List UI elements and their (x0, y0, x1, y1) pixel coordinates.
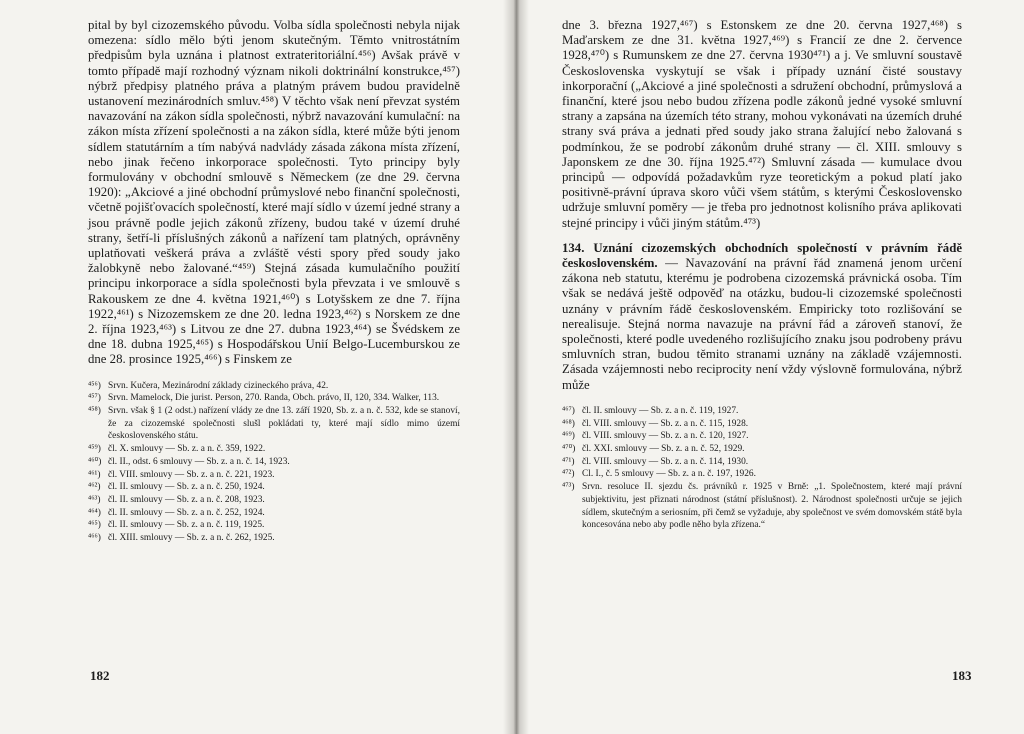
footnote (88, 519, 460, 532)
footnote (562, 405, 962, 418)
footnote-number: ⁴⁶⁹) (562, 431, 575, 442)
section-body: — Navazování na právní řád znamená jenom určení zákona neb statutu, kterému je podrobena cizozemská právnická osoba. Tím však se nedává ještě odpověď na otázku, budou-li cizozemské společnosti uznány v právním řádě československém. Empiricky toto rozlišování se nerealisuje. Stejná norma navazuje na právní řád a zároveň stanoví, že společnosti, které podle uvedeného rozlišujícího znaku jsou podrobeny právu smluvních stran, budou těmito stranami uznány na základě vzájemnosti. Zásada vzájemnosti nebo reciprocity není vždy výslovně formulována, nýbrž může (562, 256, 963, 392)
left-body (88, 18, 460, 368)
footnote (562, 468, 962, 481)
footnote-number: ⁴⁷¹) (562, 456, 575, 467)
footnote (562, 443, 962, 456)
footnote-text: čl. X. smlouvy — Sb. z. a n. č. 359, 1922. (108, 444, 266, 455)
footnote (88, 494, 460, 507)
footnote-number: ⁴⁶¹) (88, 469, 101, 480)
footnote-text: čl. II., odst. 6 smlouvy — Sb. z. a n. č. 14, 1923. (108, 456, 290, 467)
footnote (88, 443, 460, 456)
footnote-number: ⁴⁷⁰) (562, 443, 576, 454)
footnote-text: čl. II. smlouvy — Sb. z. a n. č. 119, 1925. (108, 520, 265, 531)
footnote-text: čl. XXI. smlouvy — Sb. z. a n. č. 52, 1929. (582, 443, 745, 454)
footnote-text: čl. II. smlouvy — Sb. z. a n. č. 252, 1924. (108, 507, 265, 518)
footnote-number: ⁴⁵⁷) (88, 393, 101, 404)
footnote (88, 405, 460, 443)
footnote-number: ⁴⁶⁸) (562, 418, 575, 429)
footnote-text: Srvn. však § 1 (2 odst.) nařízení vlády ze dne 13. září 1920, Sb. z. a n. č. 532, kde se stanoví, že za cizozemské společnosti slušl pokládati ty, které mají sídlo mimo území československého státu. (108, 406, 460, 442)
footnote-number: ⁴⁵⁶) (88, 380, 101, 391)
footnote-number: ⁴⁶⁷) (562, 405, 575, 416)
footnote-text: Cl. I., č. 5 smlouvy — Sb. z. a n. č. 197, 1926. (582, 469, 756, 480)
left-page-number: 182 (90, 668, 110, 683)
footnote-number: ⁴⁷²) (562, 469, 575, 480)
footnote-number: ⁴⁵⁹) (88, 444, 101, 455)
left-footnotes (88, 380, 460, 545)
footnote-text: Srvn. Kučera, Mezinárodní základy cizineckého práva, 42. (108, 380, 329, 391)
section-heading: 134. Uznání cizozemských obchodních společností v právním řádě československém. (562, 240, 962, 271)
footnote (562, 456, 962, 469)
footnote (562, 430, 962, 443)
footnote-text: čl. II. smlouvy — Sb. z. a n. č. 119, 1927. (582, 405, 739, 416)
footnote (88, 481, 460, 494)
left-text-column (88, 18, 460, 545)
footnote (88, 469, 460, 482)
right-body-paragraph-1: dne 3. března 1927,⁴⁶⁷) s Estonskem ze dne 20. června 1927,⁴⁶⁸) s Maďarskem ze dne 31. května 1927,⁴⁶⁹) s Francií ze dne 2. července 1928,⁴⁷⁰) s Rumunskem ze dne 27. června 1930⁴⁷¹) a j. Ve smluvní soustavě Československa vyskytují se však i případy uznání čisté soustavy inkorporační („Akciové a jiné společnosti a sdružení obchodní, průmyslová a finanční, které jsou nebo budou zřízena podle zákonů jedné vysoké smluvní strany a zapsána na územích této strany, mohou vykonávati na územích druhé strany svá práva a jednati před soudy jako strana žalující nebo žalovaná s podmínkou, že se podrobí zákonům druhé strany — čl. XIII. smlouvy s Japonskem ze dne 30. října 1925.⁴⁷²) Smluvní zásada — kumulace dvou principů — odpovídá požadavkům ryze teoretickým a pokud platí jako positivně-právní úprava skoro vůči všem státům, s kterými Československo udržuje smluvní poměry — je třeba pro jednotnost kolisního práva aplikovati stejné principy i vůči jiným státům.⁴⁷³) (562, 18, 962, 230)
footnote-number: ⁴⁶⁴) (88, 507, 101, 518)
footnote-number: ⁴⁷³) (562, 482, 575, 493)
left-page (0, 0, 510, 734)
footnote-text: čl. XIII. smlouvy — Sb. z. a n. č. 262, 1925. (108, 533, 275, 544)
footnote (562, 481, 962, 532)
footnote-text: Srvn. Mamelock, Die jurist. Person, 270. Randa, Obch. právo, II, 120, 334. Walker, 113. (108, 393, 440, 404)
footnote-text: čl. VIII. smlouvy — Sb. z. a n. č. 221, 1923. (108, 469, 275, 480)
right-text-column (562, 18, 962, 532)
right-footnotes (562, 405, 962, 532)
footnote-number: ⁴⁵⁸) (88, 406, 101, 417)
footnote (88, 456, 460, 469)
footnote (88, 392, 460, 405)
footnote (88, 507, 460, 520)
footnote-text: čl. VIII. smlouvy — Sb. z. a n. č. 114, 1930. (582, 456, 749, 467)
footnote (562, 418, 962, 431)
footnote-number: ⁴⁶⁵) (88, 520, 101, 531)
footnote-text: čl. VIII. smlouvy — Sb. z. a n. č. 115, 1928. (582, 418, 749, 429)
footnote (88, 532, 460, 545)
footnote-number: ⁴⁶²) (88, 482, 101, 493)
footnote-text: Srvn. resoluce II. sjezdu čs. právníků r. 1925 v Brně: „1. Společnostem, které mají právní subjektivitu, jest přiznati národnost (státní příslušnost). 2. Národnost společnosti určuje se jejich sídlem, skutečným a seriosním, při čemž se vyžaduje, aby společnost ve svém domovském státě byla koncesována nebo aby podle něho byla zřízena.“ (582, 482, 962, 531)
footnote-number: ⁴⁶⁰) (88, 456, 102, 467)
left-body-paragraph: pital by byl cizozemského původu. Volba sídla společnosti nebyla nijak omezena: sídlo mělo býti jenom skutečným. Těmto vnitrostátním předpisům byla uznána i platnost extrateritoriální.⁴⁵⁶) Avšak právě v tomto případě mají rozhodný význam nikoli doktrinální konstrukce,⁴⁵⁷) nýbrž předpisy platného práva a platným právem budou pravidelně ustanovení mezinárodních smluv.⁴⁵⁸) V těchto však není převzat systém navazování na zákon sídla společnosti, nýbrž navazování kumulační: na zákon místa zřízení společnosti a na zákon sídla, které může býti jenom sídlem statutárním a tím nabývá nadvlády zásada zákona místa zřízení, nebo jinak řečeno inkorporace společnosti. Tyto principy byly formulovány v obchodní smlouvě s Německem (ze dne 29. června 1920): „Akciové a jiné obchodní průmyslové nebo finanční společnosti, včetně pojišťovacích společností, které mají sídlo v území jedné strany a jsou právně podle jejich zákonů zřízeny, budou také v území druhé strany, šetří-li příslušných zákonů a nařízení tam platných, oprávněny uplatňovati veškerá práva a zvláště vésti spory před soudy jako žalobkyně nebo žalované.“⁴⁵⁹) Stejná zásada kumulačního použití principu inkorporace a sídla společnosti byla převzata i ve smlouvě s Rakouskem ze dne 4. května 1921,⁴⁶⁰) s Lotyšskem ze dne 7. října 1922,⁴⁶¹) s Nizozemskem ze dne 20. ledna 1923,⁴⁶²) s Norskem ze dne 2. října 1923,⁴⁶³) s Litvou ze dne 27. dubna 1923,⁴⁶⁴) se Švédskem ze dne 18. dubna 1925,⁴⁶⁵) s Hospodářskou Unií Belgo-Lucemburskou ze dne 28. prosince 1925,⁴⁶⁶) s Finskem ze (88, 18, 460, 367)
footnote-number: ⁴⁶⁶) (88, 533, 101, 544)
footnote-text: čl. II. smlouvy — Sb. z. a n. č. 250, 1924. (108, 482, 265, 493)
right-body (562, 18, 962, 393)
right-body-paragraph-2 (562, 241, 962, 393)
footnote-number: ⁴⁶³) (88, 495, 101, 505)
footnote-text: čl. II. smlouvy — Sb. z. a n. č. 208, 1923. (108, 495, 265, 505)
right-page (516, 0, 1024, 734)
right-page-number: 183 (952, 668, 972, 683)
footnote (88, 380, 460, 393)
footnote-text: čl. VIII. smlouvy — Sb. z. a n. č. 120, 1927. (582, 431, 749, 442)
